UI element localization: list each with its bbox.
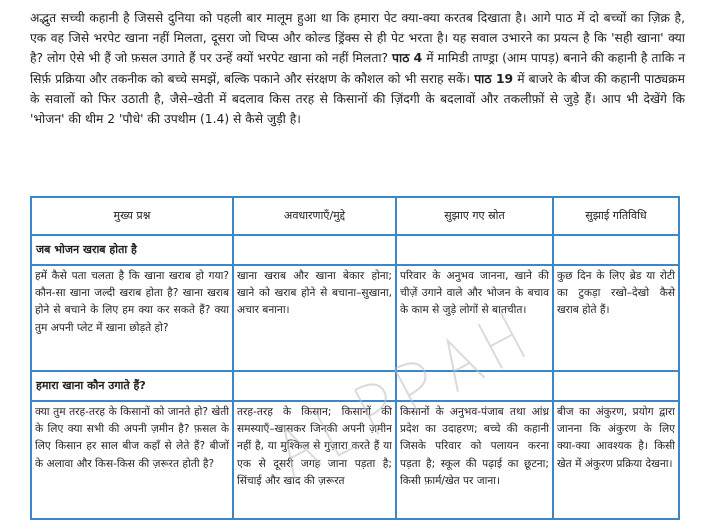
intro-paragraph — [30, 8, 685, 129]
table-row — [31, 401, 679, 519]
table-row — [31, 265, 679, 371]
header-sources: सुझाए गए स्रोत — [396, 197, 553, 235]
header-activities: सुझाई गतिविधि — [553, 197, 679, 235]
section-title-cell — [31, 371, 233, 401]
source-cell: परिवार के अनुभव जानना, खाने की चीज़ें उगाने वाले और भोजन के बचाव के काम से जुड़े लोगों से बातचीत। — [396, 265, 553, 371]
concept-cell: खाना खराब और खाना बेकार होना; खाने को खराब होने से बचाना–सुखाना, अचार बनाना। — [233, 265, 396, 371]
question-cell — [31, 401, 233, 519]
section-title-cell — [31, 235, 233, 265]
curriculum-table — [30, 196, 680, 520]
activity-cell: कुछ दिन के लिए ब्रेड या रोटी का टुकड़ा रखो–देखो कैसे खराब होते हैं। — [553, 265, 679, 371]
intro-text-3: में बाजरे के बीज की कहानी पाठ्यक्रम के सवालों को फिर उठाती है, जैसे–खेती में बदलाव किस तरह से किसानों की ज़िंदगी के बदलावों और तकलीफ़ों से जुड़े हैं। आप भी देखेंगे कि 'भोजन' की थीम 2 'पौधे' की उपथीम (1.4) से कैसे जुड़ी है। — [30, 71, 685, 127]
header-concepts: अवधारणाएँ/मुद्दे — [233, 197, 396, 235]
source-cell — [396, 401, 553, 519]
intro-text-1: अद्भुत सच्ची कहानी है जिससे दुनिया को पहली बार मालूम हुआ था कि हमारा पेट क्या-क्या करतब दिखाता है। आगे पाठ में दो बच्चों का ज़िक्र है, एक वह जिसे भरपेट खाना नहीं मिलता, दूसरा जो चिप्स और कोल्ड ड्रिंक्स से ही पेट भरता है। यह सवाल उभारने का प्रयत्न है कि 'सही खाना' क्या है? लोग ऐसे भी हैं जो फ़सल उगाते हैं पर उन्हें क्यों भरपेट खाना को नहीं मिलता? — [30, 11, 685, 66]
section-row-food-spoilage — [31, 235, 679, 265]
empty-cell — [233, 235, 396, 265]
question-text: क्या तुम तरह-तरह के किसानों को जानते हो? खेती के लिए क्या सभी की अपनी ज़मीन है? फ़सल के लिए किसान हर साल बीज कहाँ से लेते हैं? बीजों के अलावा और किस-किस की ज़रूरत होती है? — [35, 406, 229, 470]
empty-cell — [553, 371, 679, 401]
activity-cell — [553, 401, 679, 519]
intro-text-2: में मामिडी ताण्ड्रा (आम पापड़) बनाने की कहानी है ताकि न सिर्फ़ प्रक्रिया और तकनीक को बच्चे समझें, बल्कि पकाने और संरक्षण के कौशल को भी सराह सकें। — [30, 51, 685, 86]
activity-text: बीज का अंकुरण, प्रयोग द्वारा जानना कि अंकुरण के लिए क्या-क्या आवश्यक है। किसी खेत में अंकुरण प्रक्रिया देखना। — [557, 406, 675, 470]
concept-cell — [233, 401, 396, 519]
section-title: हमारा खाना कौन उगाते हैं? — [36, 378, 146, 392]
lesson-4-label: पाठ 4 — [392, 51, 423, 66]
section-row-who-grows-food — [31, 371, 679, 401]
concept-text: तरह-तरह के किसान; किसानों की समस्याएँ–खासकर जिनकी अपनी ज़मीन नहीं है, या मुश्किल से गुज़ारा करते हैं या एक से दूसरी जगह जाना पड़ता है; सिंचाई और खाद की ज़रूरत — [237, 406, 392, 487]
section-title: जब भोजन खराब होता है — [36, 242, 137, 256]
question-cell: हमें कैसे पता चलता है कि खाना खराब हो गया? कौन-सा खाना जल्दी खराब होता है? खाना खराब होने से बचाने के लिए हम क्या कर सकते हैं? क्या तुम अपनी प्लेट में खाना छोड़ते हो? — [31, 265, 233, 371]
empty-cell — [396, 371, 553, 401]
lesson-19-label: पाठ 19 — [474, 71, 514, 86]
empty-cell — [396, 235, 553, 265]
header-key-question: मुख्य प्रश्न — [31, 197, 233, 235]
header-row — [31, 197, 679, 235]
empty-cell — [233, 371, 396, 401]
empty-cell — [553, 235, 679, 265]
source-text: किसानों के अनुभव-पंजाब तथा आंध्र प्रदेश का उदाहरण; बच्चे की कहानी जिसके परिवार को पलायन करना पड़ता है; स्कूल की पढ़ाई का छूटना; किसी फ़ार्म/खेत पर जाना। — [400, 406, 549, 487]
